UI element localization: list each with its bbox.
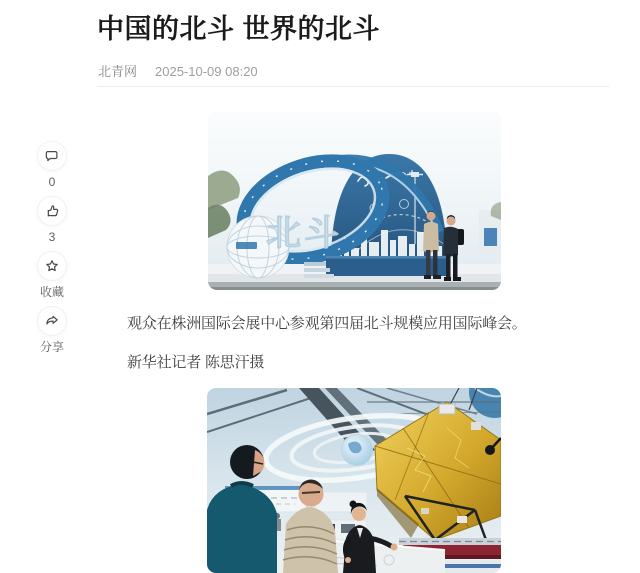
- beidou-installation-illustration: [208, 112, 501, 290]
- page-title: 中国的北斗 世界的北斗: [97, 14, 381, 44]
- thumbs-up-icon: [44, 203, 60, 219]
- action-rail: [24, 141, 80, 354]
- article-source[interactable]: 北青网: [98, 64, 138, 79]
- byline: [98, 64, 258, 79]
- action-like: [37, 196, 67, 244]
- action-share: [37, 306, 67, 354]
- article-image-satellite-exhibit[interactable]: [207, 388, 501, 573]
- action-comment: [37, 141, 67, 189]
- article-image-beidou-installation[interactable]: [208, 112, 501, 290]
- satellite-exhibit-illustration: [207, 388, 501, 573]
- comment-count: 0: [48, 175, 56, 189]
- publish-time: 2025-10-09 08:20: [155, 64, 258, 79]
- figure-caption: 观众在株洲国际会展中心参观第四届北斗规模应用国际峰会。: [127, 315, 527, 332]
- comment-icon: [44, 148, 60, 164]
- share-icon: [44, 313, 60, 329]
- favorite-button[interactable]: [37, 251, 67, 281]
- comment-button[interactable]: [37, 141, 67, 171]
- share-label: 分享: [39, 340, 64, 354]
- header-divider: [97, 86, 610, 87]
- like-count: 3: [48, 230, 56, 244]
- like-button[interactable]: [37, 196, 67, 226]
- favorite-label: 收藏: [39, 285, 64, 299]
- figure-credit: 新华社记者 陈思汗摄: [127, 354, 265, 371]
- share-button[interactable]: [37, 306, 67, 336]
- beidou-overlay-text: 北斗: [266, 214, 343, 253]
- action-favorite: [37, 251, 67, 299]
- star-icon: [44, 258, 60, 274]
